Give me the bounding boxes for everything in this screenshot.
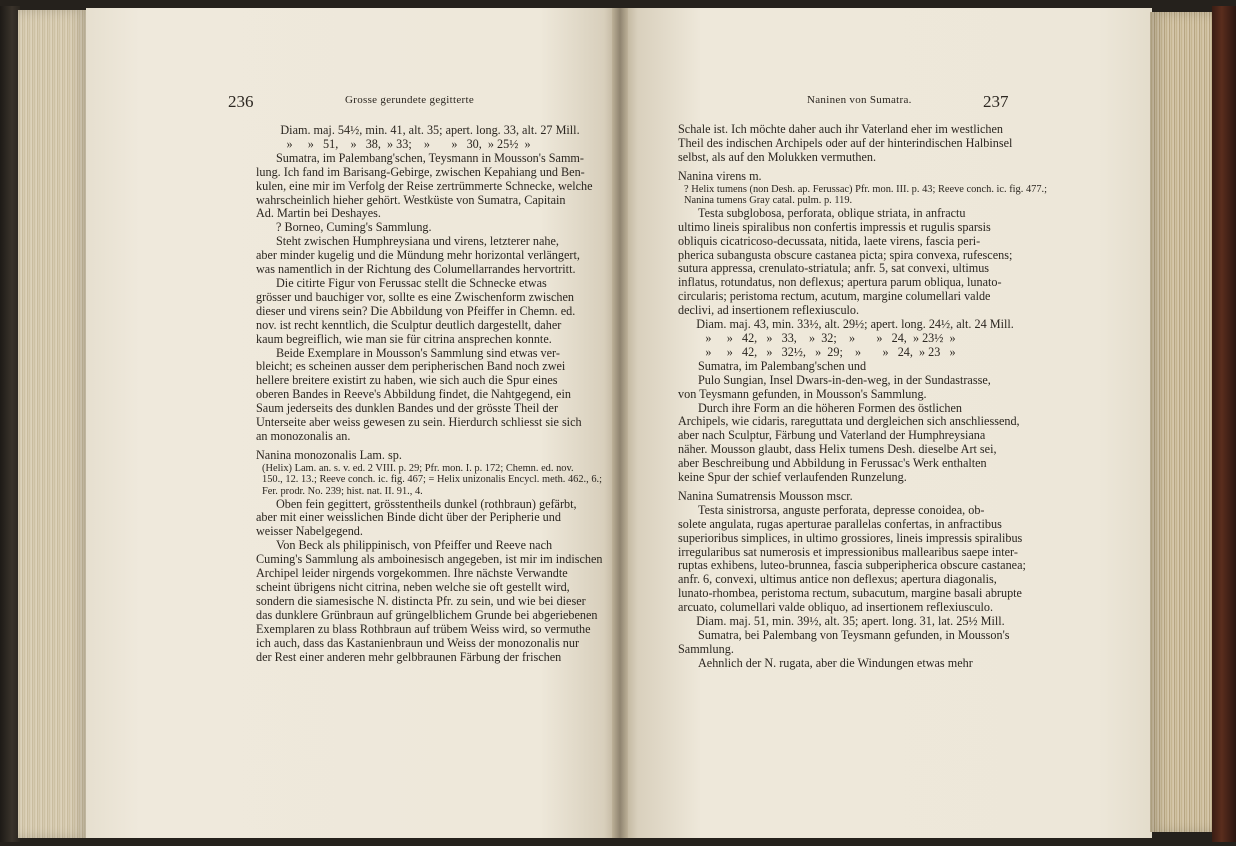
text-line: näher. Mousson glaubt, dass Helix tumens Desh. dieselbe Art sei, — [678, 442, 997, 457]
text-line: scheint übrigens nicht citrina, neben welche sie oft gestellt wird, — [256, 579, 570, 594]
text-line: Aehnlich der N. rugata, aber die Windungen etwas mehr — [698, 655, 973, 670]
text-line: inflatus, rotundatus, non deflexus; apertura parum obliqua, lunato- — [678, 275, 1002, 290]
text-line: Diam. maj. 43, min. 33½, alt. 29½; apert. long. 24½, alt. 24 Mill. — [678, 317, 1014, 332]
text-line: Nanina virens m. — [678, 168, 762, 183]
text-line: Testa subglobosa, perforata, oblique striata, in anfractu — [698, 205, 966, 220]
text-line: lunato-rhombea, peristoma rectum, subacutum, margine basali abrupte — [678, 586, 1022, 601]
left-page-text — [256, 124, 606, 664]
text-line: hellere breitere existirt zu haben, wie sich auch die Spur eines — [256, 373, 558, 388]
text-line: sondern die siamesische N. distincta Pfr. zu sein, und wie bei dieser — [256, 593, 586, 608]
text-line: das dunklere Grünbraun auf grüngelblichem Grunde bei abgeriebenen — [256, 607, 598, 622]
text-line: ruptas exhibens, luteo-brunnea, fascia subperipherica obscure castanea; — [678, 558, 1026, 573]
text-line: Fer. prodr. No. 239; hist. nat. II. 91., 4. — [262, 485, 423, 497]
left-page-edges — [18, 10, 88, 838]
text-line: Beide Exemplare in Mousson's Sammlung sind etwas ver- — [276, 345, 560, 360]
text-line: Testa sinistrorsa, anguste perforata, depresse conoidea, ob- — [698, 502, 985, 517]
text-line: an monozonalis an. — [256, 428, 351, 443]
text-line: grösser und bauchiger vor, sollte es eine Zwischenform zwischen — [256, 289, 574, 304]
text-line: von Teysmann gefunden, in Mousson's Sammlung. — [678, 386, 927, 401]
text-line: Sumatra, im Palembang'schen und — [698, 358, 867, 373]
text-line: Schale ist. Ich möchte daher auch ihr Vaterland eher im westlichen — [678, 122, 1003, 136]
text-line: » » 51, » 38, » 33; » » 30, » 25½ » — [256, 136, 531, 151]
text-line: irregularibus sat numerosis et impressionibus mallearibus saepe inter- — [678, 544, 1018, 559]
text-line: arcuato, columellari valde obliquo, ad insertionem reflexiusculo. — [678, 600, 994, 615]
text-line: pherica subangusta obscure castanea picta; spira convexa, rufescens; — [678, 247, 1013, 262]
text-line: anfr. 6, convexi, ultimus antice non deflexus; apertura diagonalis, — [678, 572, 997, 587]
text-line: Steht zwischen Humphreysiana und virens, letzterer nahe, — [276, 234, 559, 249]
text-line: Oben fein gegittert, grösstentheils dunkel (rothbraun) gefärbt, — [276, 496, 577, 511]
text-line: Pulo Sungian, Insel Dwars-in-den-weg, in der Sundastrasse, — [698, 372, 991, 387]
text-line: superioribus simplices, in ultimo grossiores, lineis impressis spiralibus — [678, 530, 1023, 545]
text-line: circularis; peristoma rectum, acutum, margine columellari valde — [678, 289, 991, 304]
text-line: Archipel leider nirgends vorgekommen. Ihre nächste Verwandte — [256, 566, 568, 581]
left-page-number: 236 — [228, 92, 254, 111]
text-line: kulen, eine mir im Verfolg der Reise zertrümmerte Schnecke, welche — [256, 178, 593, 193]
text-line: nov. ist recht kenntlich, die Sculptur deutlich dargestellt, daher — [256, 317, 562, 332]
text-line: aber nach Sculptur, Färbung und Vaterland der Humphreysiana — [678, 428, 986, 443]
text-line: Saum jederseits des dunklen Bandes und der grösste Theil der — [256, 401, 559, 416]
text-line: aber Beschreibung und Abbildung in Ferussac's Werk enthalten — [678, 456, 987, 471]
text-line: Durch ihre Form an die höheren Formen des östlichen — [698, 400, 962, 415]
text-line: sutura appressa, crenulato-striatula; anfr. 5, sat convexi, ultimus — [678, 261, 990, 276]
text-line: declivi, ad insertionem reflexiusculo. — [678, 303, 860, 318]
text-line: kaum begreiflich, wie man sie für citrina ansprechen konnte. — [256, 331, 552, 346]
text-line: Sumatra, im Palembang'schen, Teysmann in Mousson's Samm- — [276, 150, 584, 165]
right-page-text — [678, 123, 1113, 671]
text-line: Archipels, wie cidaris, rareguttata und dergleichen sich anschliessend, — [678, 414, 1020, 429]
text-line: weisser Nabelgegend. — [256, 524, 363, 539]
text-line: Nanina monozonalis Lam. sp. — [256, 447, 402, 462]
text-line: 150., 12. 13.; Reeve conch. ic. fig. 467; = Helix unizonalis Encycl. meth. 462., 6.; — [262, 474, 603, 486]
text-line: dieser und virens sein? Die Abbildung von Pfeiffer in Chemn. ed. — [256, 303, 576, 318]
text-line: Die citirte Figur von Ferussac stellt die Schnecke etwas — [276, 275, 547, 290]
text-line: aber mit einer weisslichen Binde dicht über der Peripherie und — [256, 510, 561, 525]
text-line: ich auch, dass das Kastanienbraun und Weiss der monozonalis nur — [256, 635, 580, 650]
text-line: ? Helix tumens (non Desh. ap. Ferussac) Pfr. mon. III. p. 43; Reeve conch. ic. fig. 477.; — [684, 183, 1048, 195]
text-line: aber minder kugelig und die Mündung mehr horizontal verlängert, — [256, 248, 580, 263]
text-line: ? Borneo, Cuming's Sammlung. — [276, 220, 432, 235]
text-line: Von Beck als philippinisch, von Pfeiffer und Reeve nach — [276, 538, 553, 553]
text-line: Ad. Martin bei Deshayes. — [256, 206, 381, 221]
text-line: Unterseite aber weiss gewesen zu sein. Hierdurch schliesst sie sich — [256, 415, 582, 430]
text-line: Diam. maj. 51, min. 39½, alt. 35; apert. long. 31, lat. 25½ Mill. — [678, 614, 1005, 629]
text-line: Diam. maj. 54½, min. 41, alt. 35; apert. long. 33, alt. 27 Mill. — [256, 123, 580, 137]
text-line: selbst, als auf den Molukken vermuthen. — [678, 149, 877, 164]
text-line: (Helix) Lam. an. s. v. ed. 2 VIII. p. 29; Pfr. mon. I. p. 172; Chemn. ed. nov. — [262, 462, 574, 474]
text-line: » » 42, » 33, » 32; » » 24, » 23½ » — [678, 330, 956, 345]
right-cover-edge — [1212, 6, 1236, 842]
text-line: keine Spur der schief verlaufenden Runzelung. — [678, 470, 907, 485]
text-line: Sammlung. — [678, 641, 734, 656]
text-line: Cuming's Sammlung als amboinesisch angegeben, ist mir im indischen — [256, 552, 603, 567]
right-page-edges — [1150, 12, 1216, 832]
text-line: » » 42, » 32½, » 29; » » 24, » 23 » — [678, 344, 956, 359]
text-line: der Rest einer anderen mehr gelbbraunen Färbung der frischen — [256, 649, 562, 664]
text-line: Sumatra, bei Palembang von Teysmann gefunden, in Mousson's — [698, 628, 1010, 642]
text-line: lung. Ich fand im Barisang-Gebirge, zwischen Kepahiang und Ben- — [256, 164, 585, 179]
text-line: Exemplaren zu blass Rothbraun auf trübem Weiss wird, so vermuthe — [256, 621, 591, 636]
right-running-head: Naninen von Sumatra. — [807, 94, 912, 106]
left-cover-edge — [0, 6, 20, 842]
text-line: bleicht; es scheinen ausser dem peripherischen Band noch zwei — [256, 359, 566, 374]
left-running-head: Grosse gerundete gegitterte — [345, 94, 475, 106]
text-line: Theil des indischen Archipels oder auf der hinterindischen Halbinsel — [678, 135, 1013, 150]
right-page-number: 237 — [983, 92, 1009, 111]
text-line: Nanina Sumatrensis Mousson mscr. — [678, 488, 853, 503]
text-line: was namentlich in der Richtung des Columellarrandes hervortritt. — [256, 262, 576, 277]
text-line: solete angulata, rugas aperturae parallelas confertas, in anfractibus — [678, 516, 1002, 531]
text-line: wahrscheinlich hieher gehört. Westküste von Sumatra, Capitain — [256, 192, 566, 207]
text-line: Nanina tumens Gray catal. pulm. p. 119. — [684, 195, 853, 207]
text-line: oberen Bandes in Reeve's Abbildung findet, die Nahtgegend, ein — [256, 387, 571, 402]
text-line: ultimo lineis spiralibus non confertis impressis et rugulis sparsis — [678, 219, 991, 234]
text-line: obliquis cicatricoso-decussata, nitida, laete virens, fascia peri- — [678, 233, 981, 248]
book-gutter — [612, 8, 628, 838]
